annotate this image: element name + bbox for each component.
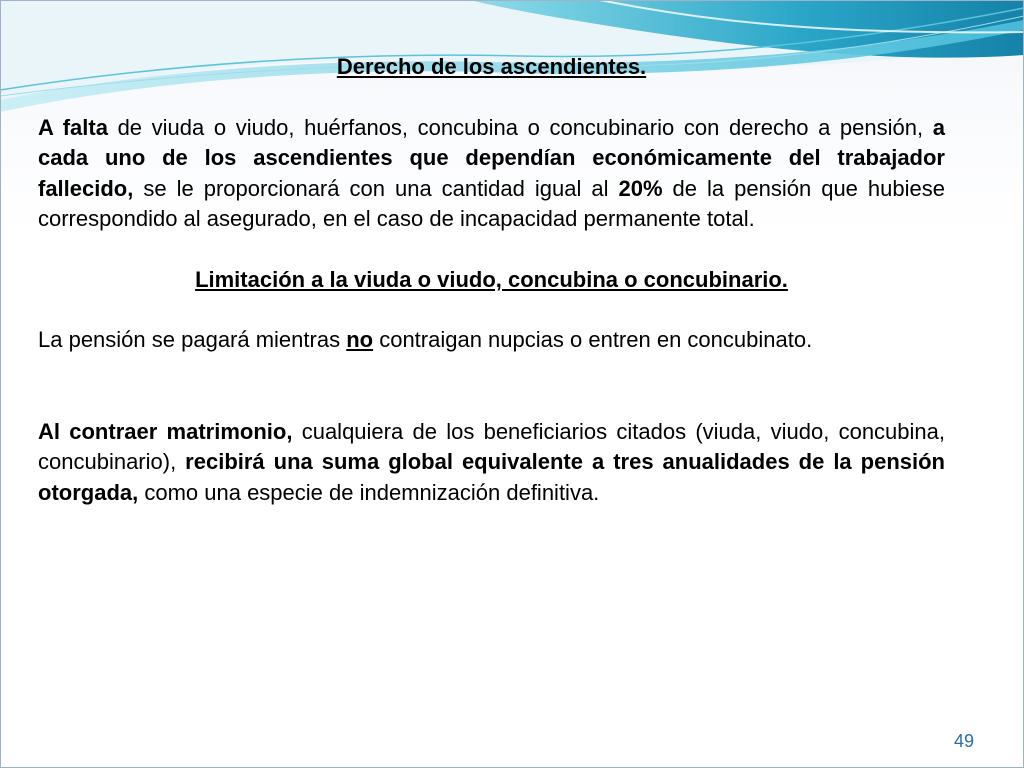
heading-ascendientes: Derecho de los ascendientes.	[336, 54, 647, 79]
paragraph-matrimonio	[38, 417, 945, 509]
text-bold: a cada uno de los ascendientes que dependían económicamente del trabajador fallecido,	[38, 114, 945, 201]
text: contraigan nupcias o entren en concubinato.	[373, 327, 813, 352]
heading-limitacion: Limitación a la viuda o viudo, concubina o concubinario.	[195, 266, 788, 292]
text: de la pensión que hubiese correspondido al asegurado, en el caso de incapacidad permanente total.	[38, 175, 945, 231]
text: de viuda o viudo, huérfanos, concubina o concubinario con derecho a pensión,	[107, 114, 933, 140]
text: La pensión se pagará mientras	[38, 327, 347, 352]
text-bold: recibirá una suma global equivalente a tres anualidades de la pensión otorgada,	[38, 449, 945, 505]
paragraph-ascendientes	[38, 113, 945, 235]
text-bold: 20%	[618, 175, 663, 201]
paragraph-limitacion	[38, 325, 945, 356]
slide-content	[38, 52, 945, 508]
text: cualquiera de los beneficiarios citados (viuda, viudo, concubina, concubinario),	[38, 418, 945, 474]
text: como una especie de indemnización definitiva.	[138, 479, 600, 505]
text-bold: A falta	[38, 114, 108, 140]
text-bold-underline: no	[346, 327, 374, 352]
text-bold: Al contraer matrimonio,	[38, 418, 293, 444]
page-number: 49	[953, 731, 974, 751]
text: se le proporcionará con una cantidad igual al	[133, 175, 619, 201]
